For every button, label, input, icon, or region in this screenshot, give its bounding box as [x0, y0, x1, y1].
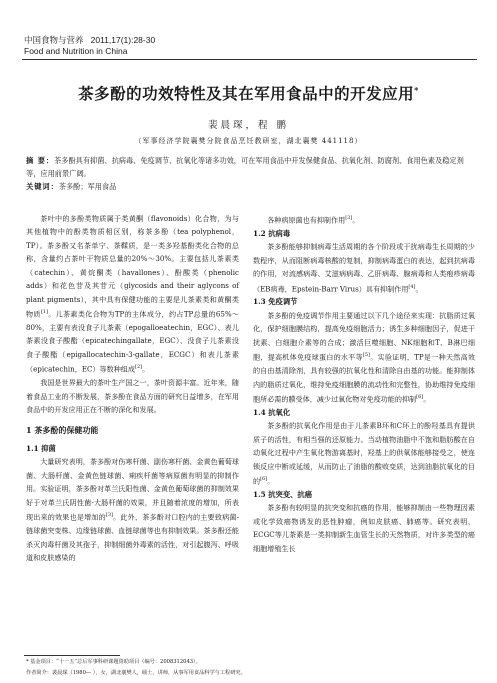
paragraph-text: 茶多酚有较明显的抗突变和抗癌的作用，能够抑制由一些物理因素或化学致癌物诱发的恶性肿瘤，例如皮肤癌、肺癌等。研究表明，ECGC等儿茶素是一类抑制新生血管生长的天然物质，对许多类型的癌细胞增殖生长 [253, 503, 475, 553]
paragraph-text: 。儿茶素类化合物为TP的主体成分，约占TP总量的65%～80%，主要有表没食子儿茶素（epogalloeatechin，EGC）、表儿茶素没食子酸酯（epicatechingallate，EGC）、没食子儿茶素没食子酸酯（epigallocatechin-3-gallate，ECGC）和表儿茶素（epicatechin，EC）等数种组成 [26, 309, 240, 374]
paragraph-text: 1.4 抗氧化 [253, 407, 291, 417]
paragraph-text: 茶多酚的抗氧化作用是由于儿茶素B环和C环上的酚羟基具有提供质子的活性，有相当强的还原能力。当动植物油脂中不饱和脂肪酸在自动氧化过程中产生氧化物游离基时，羟基上的供氧体能够接受之，使连锁反应中断或延缓，从而防止了油脂的酸败变质，达到油脂抗氧化的目的 [253, 421, 475, 486]
paragraph-text: 茶多酚能够抑制病毒生活周期的各个阶段或干扰病毒生长周期的少数程序，从而阻断病毒核酸的复制，抑制病毒蛋白的表达，起到抗病毒的作用，对流感病毒、艾滋病病毒、乙肝病毒、腺病毒和人类疱疹病毒（EB病毒，Epstein-Barr Virus）具有抑制作用 [253, 242, 475, 293]
paragraph-text: 。 [267, 476, 275, 486]
body-paragraph [253, 309, 475, 406]
right-column [253, 212, 475, 555]
body-paragraph [26, 376, 239, 416]
citation-ref: [3] [345, 215, 353, 221]
paragraph-text: 1 茶多酚的保健功能 [26, 424, 99, 435]
paragraph-text: 我国是世界最大的茶叶生产国之一，茶叶资源丰富。近年来，随着食品工业的不断发展，茶多酚在食品方面的研究日益增多，在军用食品中的开发应用正在不断的深化和发展。 [26, 378, 239, 415]
journal-name: 中国食物与营养 [24, 35, 84, 45]
citation-ref: [5] [362, 352, 370, 359]
section-heading [26, 424, 239, 437]
citation-ref: [1] [40, 309, 48, 316]
paragraph-text: 。 [423, 394, 431, 404]
body-paragraph [253, 501, 475, 555]
subsection-heading [253, 227, 475, 240]
paragraph-text: 1.5 抗突变、抗癌 [253, 489, 313, 499]
paragraph-text: 茶叶中的多酚类物质属于类黄酮（flavonoids）化合物，为与其他植物中的酚类物质相区别，称茶多酚（tea polyphenol，TP）。茶多酚又名茶单宁、茶鞣质，是一类多羟基酚类化合物的总称，含量约占茶叶干物质总量的20%～30%。主要包括儿茶素类（catechin）、黄烷酮类（havallones）、酚酸类（phenolic adds）和花色苷及其苷元（glycosids and their aglycons of plant pigments），其中具有保健功能的主要是儿茶素类和黄酮类物质 [26, 214, 239, 319]
paragraph-text: 。此外，茶多酚对口腔内的主要致病菌-链球菌突变株、边缘链球菌、血链球菌等也有抑制效果。茶多酚还能杀灭肉毒杆菌及其孢子，抑制细菌外毒素的活性，对引起腹泻、呼吸道和皮肤感染的 [26, 512, 239, 562]
body-paragraph [253, 419, 475, 488]
footnote-rule [24, 655, 120, 656]
abstract-label: 摘 要： [26, 156, 55, 165]
citation-ref: [6] [260, 476, 268, 483]
body-paragraph [26, 212, 239, 376]
left-column [26, 212, 239, 564]
keywords-text: 茶多酚；军用食品 [58, 182, 117, 192]
paragraph-text: 。 [352, 215, 360, 225]
paragraph-text: 各种病原菌也有抑制作用 [267, 215, 346, 225]
footnote-funding: * 基金项目：“十一五”总后军事科研课题资助项目（编号：2008312043）。 [26, 659, 201, 665]
journal-english-name: Food and Nutrition in China [24, 46, 128, 56]
article-authors: 裴晨琛，程 鹏 [207, 120, 290, 131]
citation-ref: [2] [135, 364, 143, 371]
paragraph-text: 茶多酚的免疫调节作用主要通过以下几个途径来实现：抗脂质过氧化，保护细胞膜结构，提高免疫细胞活力；诱生多种细胞因子，促进干扰素、白细胞介素等的合成；激活巨噬细胞、NK细胞和T、B淋巴细胞，提高机体免疫球蛋白的水平等 [253, 310, 475, 362]
citation-ref: [6] [416, 393, 424, 400]
keywords-line [26, 180, 474, 193]
abstract-block [26, 154, 474, 194]
abstract-text: 茶多酚具有抑菌、抗病毒、免疫调节、抗氧化等诸多功效，可在军用食品中开发保健食品、抗氧化剂、防腐剂、食用色素及稳定剂等，应用前景广阔。 [26, 156, 464, 179]
citation-ref: [4] [408, 283, 416, 290]
body-paragraph [26, 455, 239, 564]
footnote-author-bio: 作者简介：裴晨琛（1980— ），女，湖北襄樊人，硕士，讲师，从事军用食品科学与工程研究。 [26, 670, 246, 676]
journal-issue: 2011,17(1):28-30 [90, 35, 156, 45]
citation-ref: [3] [105, 512, 113, 519]
title-footnote-mark: * [414, 84, 419, 95]
paragraph-text: 。 [415, 283, 423, 293]
keywords-label: 关键词： [26, 182, 59, 192]
paragraph-text: 大量研究表明，茶多酚对伤寒杆菌、副伤寒杆菌、金黄色葡萄球菌、大肠杆菌、金黄色链球菌、痢疾杆菌等病原菌有明显的抑制作用。实验证明，茶多酚对革兰氏阳性菌、金黄色葡萄球菌的抑制效果好于对革兰氏阴性菌-大肠杆菌的效果，并且随着浓度的增加，所表现出来的效果也是增加的 [26, 457, 239, 522]
paragraph-text: 1.2 抗病毒 [253, 228, 291, 238]
subsection-heading [253, 488, 475, 501]
body-paragraph [253, 240, 475, 295]
journal-header [24, 35, 155, 57]
article-affiliation: （军事经济学院襄樊分院食品烹饪教研室，湖北襄樊 441118） [134, 137, 363, 145]
paragraph-text: 1.1 抑菌 [26, 443, 56, 453]
paragraph-text: 。实验证明，TP是一种天然高效的自由基清除剂，具有较强的抗氧化性和清除自由基的功能。能抑制体内的脂质过氧化，维持免疫细胞膜的流动性和完整性，协助维持免疫细胞所必需的膜受体，减少过氧化物对免疫功能的抑制 [253, 352, 475, 404]
subsection-heading [253, 295, 475, 308]
abstract-paragraph [26, 154, 474, 180]
body-paragraph [253, 212, 475, 227]
header-rule [22, 59, 477, 60]
subsection-heading [26, 442, 239, 455]
paragraph-text: 。 [142, 364, 150, 374]
subsection-heading [253, 406, 475, 419]
paragraph-text: 1.3 免疫调节 [253, 297, 298, 307]
article-title-text: 茶多酚的功效特性及其在军用食品中的开发应用 [78, 84, 415, 103]
article-title [0, 82, 497, 104]
